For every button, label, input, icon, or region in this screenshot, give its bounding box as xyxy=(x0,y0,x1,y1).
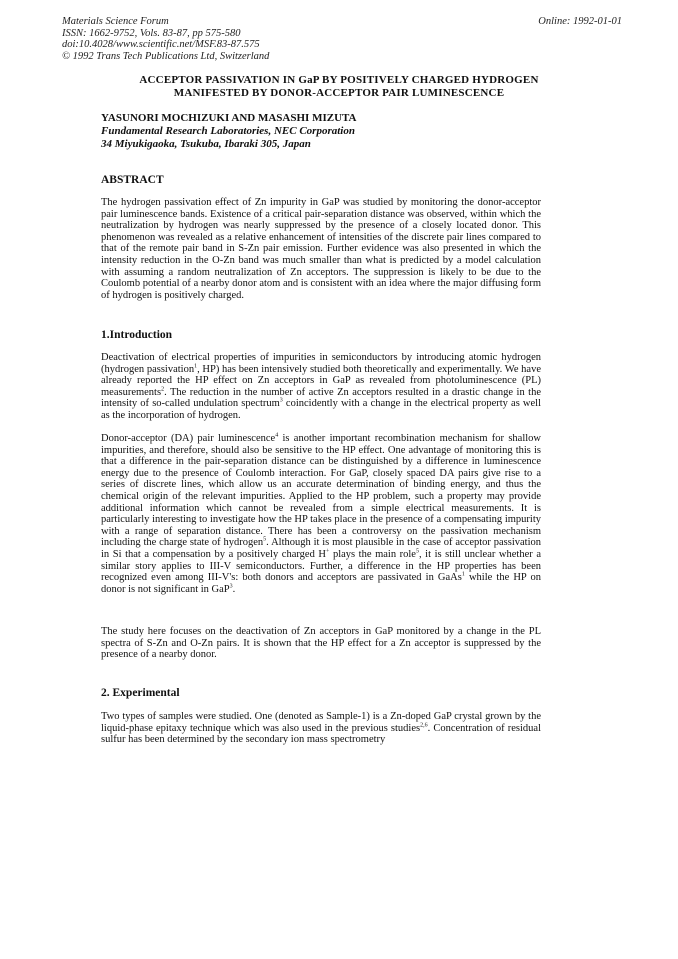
citation: 5 xyxy=(263,536,267,543)
citation: 2,6 xyxy=(420,722,428,729)
copyright-line: © 1992 Trans Tech Publications Ltd, Switzerland xyxy=(62,50,270,62)
citation: 3 xyxy=(279,397,283,404)
text-run: Donor-acceptor (DA) pair luminescence xyxy=(101,433,276,444)
text-run: Two types of samples were studied. One (denoted as Sample-1) is a Zn-doped GaP crystal grown by the liquid-phase epitaxy technique which was also used in the previous studies xyxy=(101,711,541,734)
affiliation-line-2: 34 Miyukigaoka, Tsukuba, Ibaraki 305, Japan xyxy=(101,138,311,150)
text-run: while the HP on donor is not significant in GaP xyxy=(101,572,541,595)
citation: 3 xyxy=(229,583,233,590)
text-run: . Although it is most plausible in the case of acceptor passivation in Si that a compensation by a positively charged H xyxy=(101,537,541,560)
journal-header xyxy=(62,16,622,62)
text-run: . xyxy=(232,583,236,595)
text-run: , HP) has been intensively studied both theoretically and experimentally. We have already reported the HP effect on Zn acceptors in GaP as revealed from photoluminescence (PL) measurements xyxy=(101,363,541,398)
citation: 1 xyxy=(461,571,465,578)
abstract-text: The hydrogen passivation effect of Zn impurity in GaP was studied by monitoring the donor-acceptor pair luminescence bands. Existence of a critical pair-separation distance was observed, within which the neutralization by hydrogen was nearly suppressed by the presence of a closely located donor. This phenomenon was revealed as a relative enhancement of intensities of the discrete pair lines compared to that of the remote pair band in S-Zn pair emission. Further evidence was also presented in which the intensity reduction in the O-Zn band was much smaller than what is predicted by a model calculation with assuming a random neutralization of Zn acceptors. The suppression is likely to be due to the Coulomb potential of a nearby donor atom and is consistent with an idea where the major diffusing form of hydrogen is positively charged. xyxy=(101,197,541,301)
citation: 2 xyxy=(161,386,165,393)
doi-line: doi:10.4028/www.scientific.net/MSF.83-87.575 xyxy=(62,39,260,50)
text-run: . Concentration of residual sulfur has been determined by the secondary ion mass spectrometry xyxy=(101,722,542,746)
introduction-paragraph-1 xyxy=(101,352,541,422)
introduction-paragraph-3: The study here focuses on the deactivation of Zn acceptors in GaP monitored by a change in the PL spectra of S-Zn and O-Zn pairs. It is shown that the HP effect for a Zn acceptor is suppressed by the presence of a nearby donor. xyxy=(101,626,541,661)
issn-line: ISSN: 1662-9752, Vols. 83-87, pp 575-580 xyxy=(62,27,241,39)
citation: 1 xyxy=(194,363,198,370)
text-run: . The reduction in the number of active Zn acceptors resulted in a drastic change in the intensity of so-called undulation spectrum xyxy=(101,386,541,410)
journal-name: Materials Science Forum xyxy=(62,16,169,27)
experimental-paragraph-1 xyxy=(101,711,541,746)
introduction-heading: 1.Introduction xyxy=(101,329,173,341)
experimental-heading: 2. Experimental xyxy=(101,687,180,699)
citation: 5 xyxy=(415,548,419,555)
citation: 4 xyxy=(275,432,279,439)
text-run: coincidently with a change in the electrical property as well as the incorporation of hydrogen. xyxy=(101,398,541,421)
introduction-paragraph-2 xyxy=(101,433,541,595)
text-run: plays the main role xyxy=(329,548,416,560)
authors: YASUNORI MOCHIZUKI AND MASASHI MIZUTA xyxy=(101,112,357,124)
abstract-heading: ABSTRACT xyxy=(101,174,164,186)
paper-title xyxy=(0,74,678,100)
text-run: is another important recombination mechanism for shallow impurities, and therefore, should also be sensitive to the HP effect. One advantage of monitoring this is that a difference in the pair-separation distance can be distinguished by a difference in luminescence energy due to the presence of Coulomb interaction. For GaP, closely spaced DA pairs give rise to a series of discrete lines, which allow us an accurate determination of binding energy, and thus the chemical origin of the relevant impurities. Applied to the HP problem, such a property may provide additional information which cannot be revealed from a simple electrical measurements. It is particularly interesting to investigate how the HP takes place in the presence of a compensating impurity with a range of separation distance. There has been a controversy on the passivation mechanism including the charge state of hydrogen xyxy=(101,433,542,549)
affiliation-line-1: Fundamental Research Laboratories, NEC Corporation xyxy=(101,125,355,137)
text-run: Deactivation of electrical properties of impurities in semiconductors by introducing atomic hydrogen (hydrogen passivation xyxy=(101,352,541,375)
text-run: , it is still unclear whether a similar story applies to III-V semiconductors. Further, a difference in the HP properties has been recognized even among III-V's: both donors and acceptors are passivated in GaAs xyxy=(101,548,541,584)
superscript: + xyxy=(325,548,330,555)
title-line-2: MANIFESTED BY DONOR-ACCEPTOR PAIR LUMINESCENCE xyxy=(173,87,505,99)
online-date: Online: 1992-01-01 xyxy=(538,16,622,27)
title-line-1: ACCEPTOR PASSIVATION IN GaP BY POSITIVELY CHARGED HYDROGEN xyxy=(139,74,539,86)
